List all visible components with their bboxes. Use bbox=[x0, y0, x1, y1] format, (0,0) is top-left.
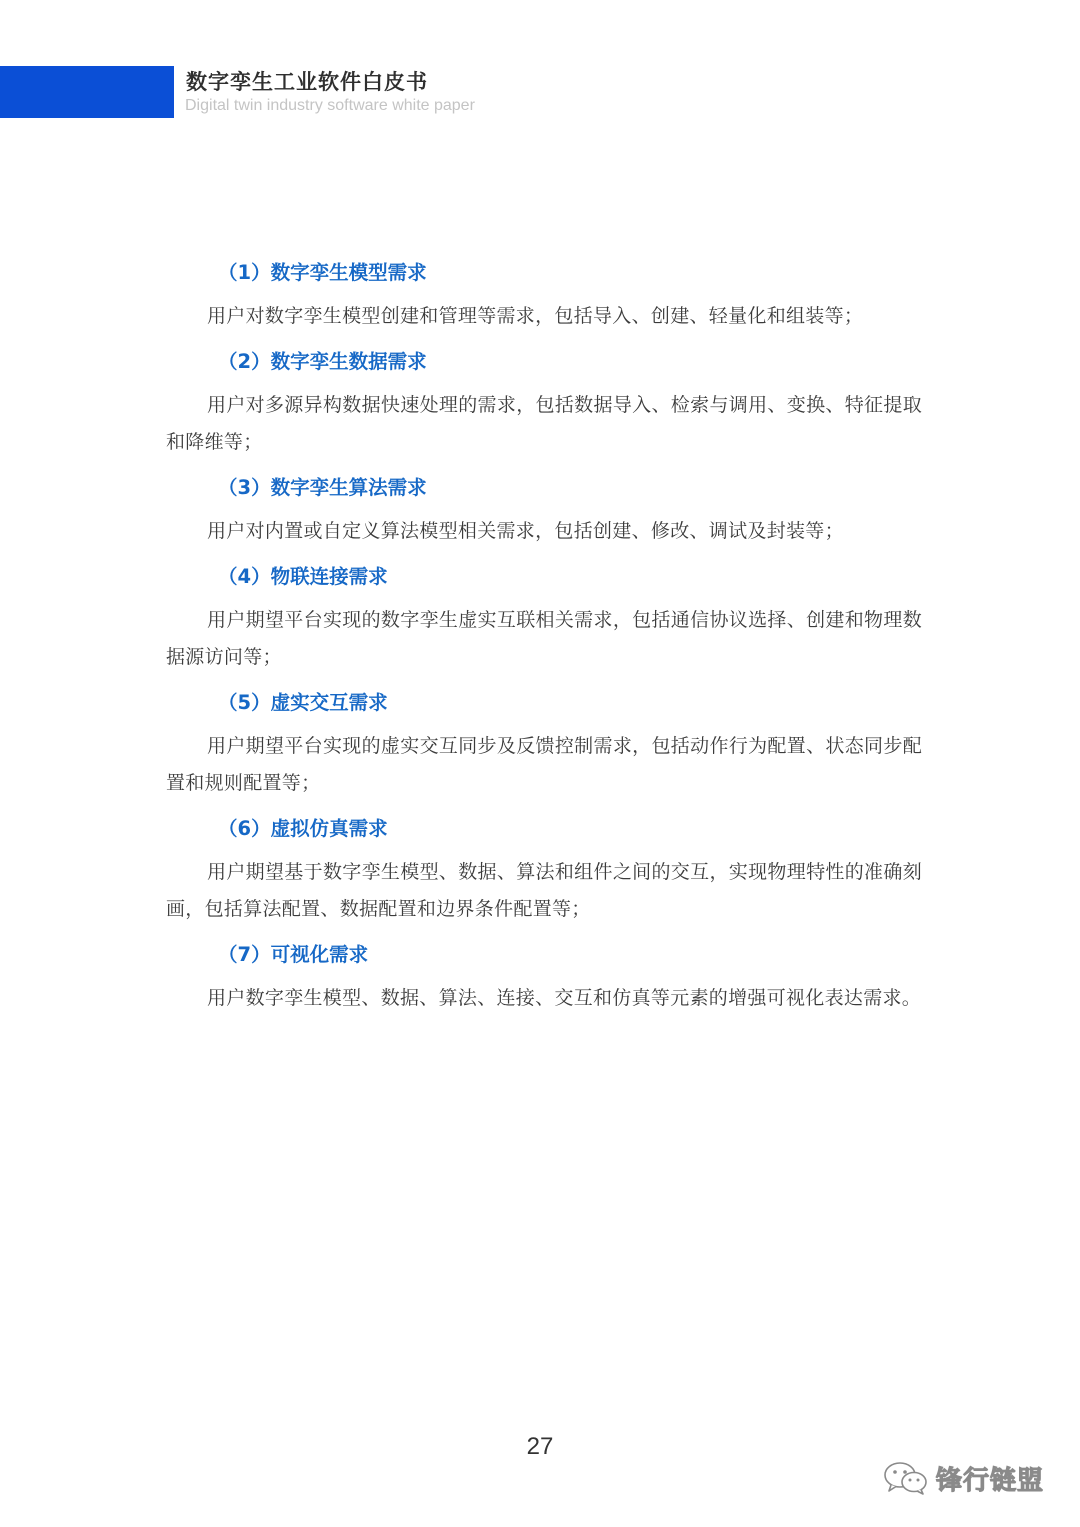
section-body: 用户对内置或自定义算法模型相关需求，包括创建、修改、调试及封装等； bbox=[207, 520, 844, 542]
section-body: 用户期望平台实现的数字孪生虚实互联相关需求，包括通信协议选择、创建和物理数据源访问等； bbox=[166, 609, 922, 668]
document-title: 数字孪生工业软件白皮书 bbox=[186, 70, 428, 94]
section-5 bbox=[166, 684, 922, 802]
section-heading: （4）物联连接需求 bbox=[218, 565, 388, 588]
section-body: 用户期望基于数字孪生模型、数据、算法和组件之间的交互，实现物理特性的准确刻画，包括算法配置、数据配置和边界条件配置等； bbox=[166, 861, 922, 920]
section-heading: （2）数字孪生数据需求 bbox=[218, 350, 427, 373]
document-subtitle: Digital twin industry software white paper bbox=[185, 97, 475, 114]
section-heading: （3）数字孪生算法需求 bbox=[218, 476, 427, 499]
section-1 bbox=[166, 254, 922, 335]
section-heading: （6）虚拟仿真需求 bbox=[218, 817, 388, 840]
page-number: 27 bbox=[526, 1433, 554, 1460]
watermark bbox=[882, 1458, 1044, 1498]
main-content bbox=[166, 254, 922, 1025]
section-7 bbox=[166, 936, 922, 1017]
section-body: 用户对多源异构数据快速处理的需求，包括数据导入、检索与调用、变换、特征提取和降维等； bbox=[166, 394, 922, 453]
wechat-icon bbox=[882, 1460, 930, 1496]
section-3 bbox=[166, 469, 922, 550]
watermark-text: 锋行链盟 bbox=[936, 1465, 1045, 1496]
section-heading: （1）数字孪生模型需求 bbox=[218, 261, 427, 284]
section-body: 用户期望平台实现的虚实交互同步及反馈控制需求，包括动作行为配置、状态同步配置和规则配置等； bbox=[166, 735, 922, 794]
section-heading: （5）虚实交互需求 bbox=[218, 691, 388, 714]
section-4 bbox=[166, 558, 922, 676]
section-heading: （7）可视化需求 bbox=[218, 943, 369, 966]
section-body: 用户对数字孪生模型创建和管理等需求，包括导入、创建、轻量化和组装等； bbox=[207, 305, 864, 327]
section-6 bbox=[166, 810, 922, 928]
section-body: 用户数字孪生模型、数据、算法、连接、交互和仿真等元素的增强可视化表达需求。 bbox=[207, 987, 922, 1009]
section-2 bbox=[166, 343, 922, 461]
header-accent-bar bbox=[0, 66, 174, 118]
